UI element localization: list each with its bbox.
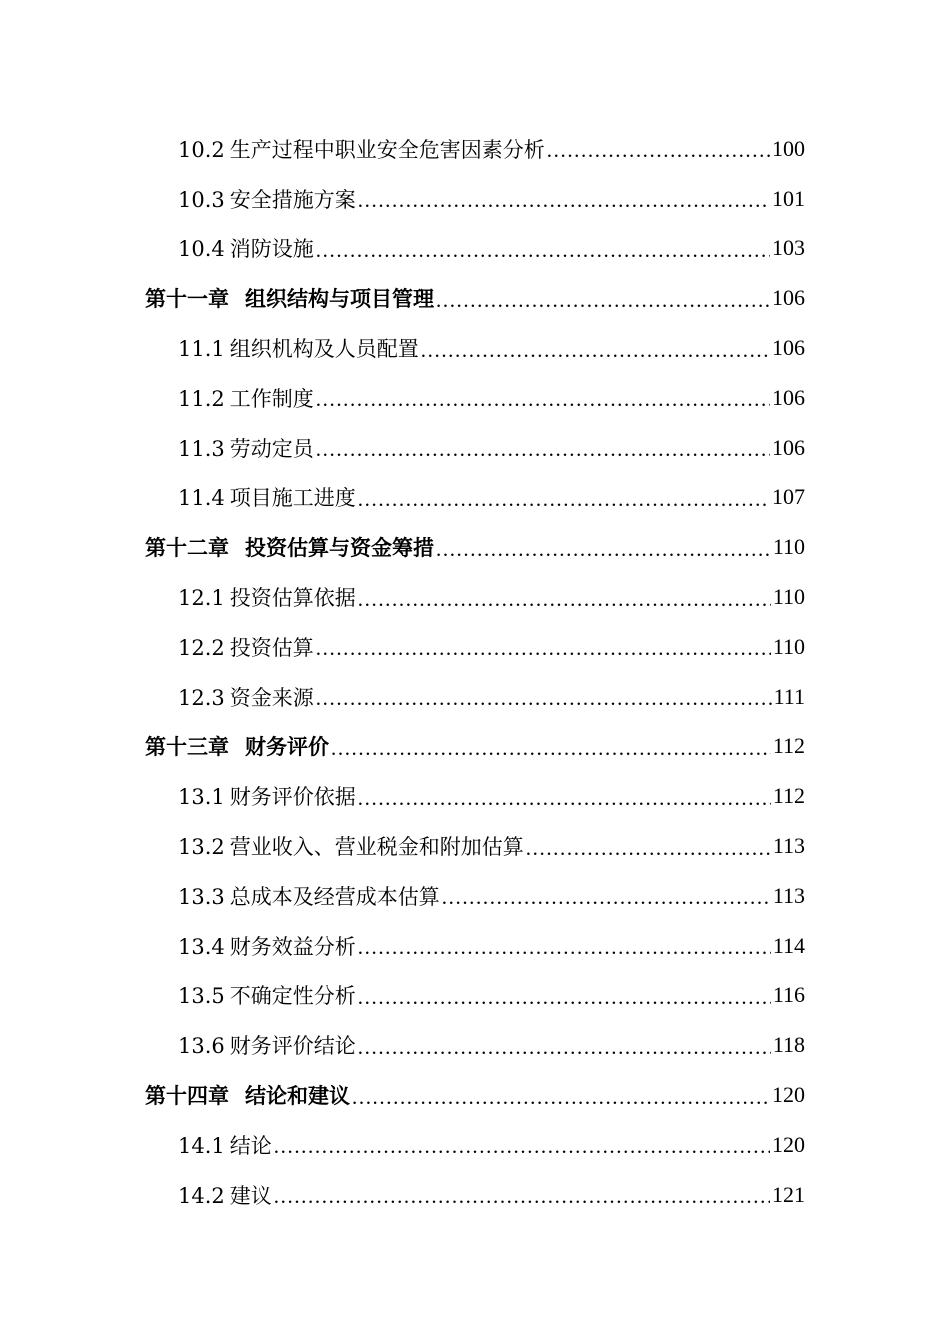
toc-entry-number: 11.1 — [178, 337, 225, 362]
toc-entry-title — [178, 233, 314, 263]
toc-entry-title — [178, 632, 314, 662]
toc-entry-page: 106 — [772, 384, 805, 410]
toc-entry-page: 110 — [772, 633, 805, 659]
toc-entry-page: 100 — [772, 135, 805, 161]
toc-entry-title — [178, 1030, 356, 1060]
toc-entry-text: 组织机构及人员配置 — [229, 337, 419, 362]
dot-leader — [358, 786, 771, 811]
dot-leader — [442, 885, 771, 910]
toc-entry-title — [178, 682, 314, 712]
toc-entry-number: 13.4 — [178, 934, 225, 959]
dot-leader — [436, 537, 771, 562]
toc-entry-title — [178, 931, 356, 961]
toc-entry-number: 11.3 — [178, 436, 225, 461]
toc-chapter-title — [145, 731, 329, 761]
toc-entry-page: 113 — [772, 882, 805, 908]
toc-entry-number: 13.3 — [178, 884, 225, 909]
toc-entry-text: 生产过程中职业安全危害因素分析 — [229, 137, 545, 162]
toc-entry-text: 投资估算依据 — [229, 586, 356, 611]
table-of-contents — [0, 124, 950, 1220]
toc-entry-13-2[interactable] — [0, 821, 950, 871]
toc-entry-number: 12.1 — [178, 586, 225, 611]
toc-entry-title — [178, 980, 356, 1010]
toc-chapter-text: 组织结构与项目管理 — [245, 287, 434, 312]
dot-leader — [316, 437, 770, 462]
toc-entry-12-3[interactable] — [0, 672, 950, 722]
dot-leader — [316, 686, 772, 711]
toc-entry-page: 106 — [772, 434, 805, 460]
toc-entry-page: 111 — [773, 683, 805, 709]
dot-leader — [274, 1184, 770, 1209]
toc-entry-number: 13.1 — [178, 785, 225, 810]
toc-chapter-11[interactable] — [0, 273, 950, 323]
dot-leader — [358, 935, 771, 960]
toc-chapter-text: 结论和建议 — [245, 1084, 350, 1109]
toc-entry-11-2[interactable] — [0, 373, 950, 423]
toc-chapter-number: 第十三章 — [145, 735, 229, 760]
dot-leader — [358, 985, 771, 1010]
toc-entry-number: 13.2 — [178, 835, 225, 860]
toc-entry-number: 12.2 — [178, 635, 225, 660]
toc-entry-page: 118 — [772, 1032, 805, 1058]
toc-entry-text: 工作制度 — [229, 386, 314, 411]
toc-entry-number: 10.4 — [178, 237, 225, 262]
toc-entry-13-6[interactable] — [0, 1020, 950, 1070]
toc-chapter-14[interactable] — [0, 1070, 950, 1120]
toc-entry-page: 110 — [772, 584, 805, 610]
toc-entry-number: 10.3 — [178, 187, 225, 212]
toc-entry-title — [178, 333, 419, 363]
toc-entry-text: 劳动定员 — [229, 436, 314, 461]
toc-entry-page: 113 — [772, 833, 805, 859]
toc-entry-number: 11.4 — [178, 486, 225, 511]
toc-entry-11-4[interactable] — [0, 473, 950, 523]
toc-entry-page: 106 — [772, 285, 805, 311]
toc-chapter-title — [145, 1080, 350, 1110]
dot-leader — [331, 736, 771, 761]
toc-entry-text: 财务评价依据 — [229, 785, 356, 810]
dot-leader — [352, 1085, 770, 1110]
dot-leader — [421, 338, 770, 363]
toc-entry-13-1[interactable] — [0, 771, 950, 821]
toc-entry-number: 10.2 — [178, 137, 225, 162]
toc-entry-page: 103 — [772, 235, 805, 261]
dot-leader — [358, 188, 770, 213]
dot-leader — [526, 836, 771, 861]
toc-entry-14-1[interactable] — [0, 1120, 950, 1170]
toc-entry-title — [178, 184, 356, 214]
toc-entry-number: 12.3 — [178, 685, 225, 710]
toc-entry-number: 14.2 — [178, 1183, 225, 1208]
toc-entry-text: 不确定性分析 — [229, 984, 356, 1009]
toc-entry-title — [178, 482, 356, 512]
toc-chapter-title — [145, 283, 434, 313]
toc-entry-text: 总成本及经营成本估算 — [229, 884, 440, 909]
toc-entry-number: 13.6 — [178, 1034, 225, 1059]
toc-entry-text: 建议 — [229, 1183, 272, 1208]
toc-chapter-text: 财务评价 — [245, 735, 329, 760]
toc-entry-text: 财务效益分析 — [229, 934, 356, 959]
toc-chapter-text: 投资估算与资金筹措 — [245, 536, 434, 561]
toc-entry-13-3[interactable] — [0, 871, 950, 921]
toc-entry-page: 120 — [772, 1131, 805, 1157]
toc-entry-text: 项目施工进度 — [229, 486, 356, 511]
toc-entry-10-3[interactable] — [0, 174, 950, 224]
toc-entry-page: 120 — [772, 1082, 805, 1108]
toc-entry-page: 101 — [772, 185, 805, 211]
toc-entry-12-2[interactable] — [0, 622, 950, 672]
toc-entry-text: 财务评价结论 — [229, 1034, 356, 1059]
toc-chapter-number: 第十一章 — [145, 287, 229, 312]
toc-entry-text: 投资估算 — [229, 635, 314, 660]
toc-entry-page: 116 — [772, 982, 805, 1008]
dot-leader — [436, 288, 770, 313]
toc-chapter-12[interactable] — [0, 522, 950, 572]
toc-entry-title — [178, 831, 524, 861]
dot-leader — [547, 138, 770, 163]
toc-chapter-number: 第十四章 — [145, 1084, 229, 1109]
toc-entry-text: 安全措施方案 — [229, 187, 356, 212]
toc-entry-text: 消防设施 — [229, 237, 314, 262]
toc-entry-page: 110 — [772, 534, 805, 560]
toc-entry-title — [178, 433, 314, 463]
toc-entry-title — [178, 881, 440, 911]
toc-entry-10-4[interactable] — [0, 224, 950, 274]
toc-entry-title — [178, 1180, 272, 1210]
toc-entry-12-1[interactable] — [0, 572, 950, 622]
toc-entry-page: 106 — [772, 335, 805, 361]
dot-leader — [316, 387, 770, 412]
dot-leader — [274, 1134, 770, 1159]
toc-entry-page: 112 — [772, 783, 805, 809]
dot-leader — [316, 238, 770, 263]
toc-entry-page: 112 — [772, 733, 805, 759]
toc-entry-11-1[interactable] — [0, 323, 950, 373]
toc-entry-10-2[interactable] — [0, 124, 950, 174]
toc-entry-11-3[interactable] — [0, 423, 950, 473]
toc-entry-number: 13.5 — [178, 984, 225, 1009]
toc-entry-text: 资金来源 — [229, 685, 314, 710]
toc-entry-number: 11.2 — [178, 386, 225, 411]
toc-entry-page: 121 — [772, 1181, 805, 1207]
toc-entry-14-2[interactable] — [0, 1170, 950, 1220]
toc-chapter-number: 第十二章 — [145, 536, 229, 561]
toc-entry-text: 营业收入、营业税金和附加估算 — [229, 835, 524, 860]
toc-entry-13-5[interactable] — [0, 971, 950, 1021]
toc-entry-title — [178, 1130, 272, 1160]
toc-entry-title — [178, 134, 545, 164]
toc-entry-title — [178, 781, 356, 811]
toc-entry-title — [178, 582, 356, 612]
toc-entry-text: 结论 — [229, 1133, 272, 1158]
toc-entry-page: 114 — [772, 932, 805, 958]
toc-entry-number: 14.1 — [178, 1133, 225, 1158]
toc-entry-page: 107 — [772, 484, 805, 510]
toc-chapter-13[interactable] — [0, 722, 950, 772]
dot-leader — [358, 1035, 771, 1060]
dot-leader — [316, 636, 771, 661]
toc-entry-13-4[interactable] — [0, 921, 950, 971]
dot-leader — [358, 587, 771, 612]
dot-leader — [358, 487, 770, 512]
toc-entry-title — [178, 383, 314, 413]
toc-chapter-title — [145, 532, 434, 562]
